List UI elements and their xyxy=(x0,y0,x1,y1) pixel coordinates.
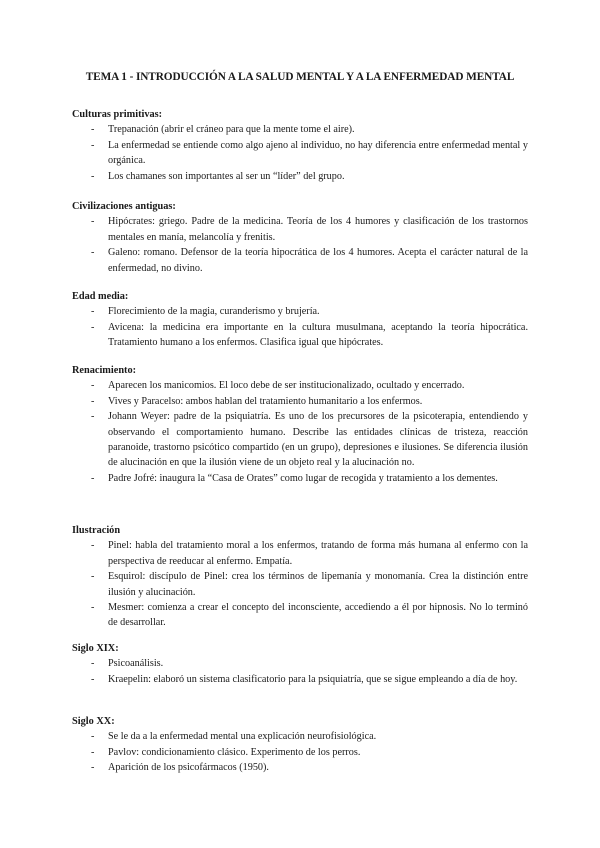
list-item: - Pinel: habla del tratamiento moral a los enfermos, tratando de forma más humana al enfermo con la perspectiva de reeducar al enfermo. Empatía. xyxy=(91,540,528,567)
bullet-list xyxy=(72,304,528,350)
list-item: - Mesmer: comienza a crear el concepto del inconsciente, accediendo a él por hipnosis. No lo terminó de desarrollar. xyxy=(91,602,528,629)
bullet-list xyxy=(72,538,528,630)
list-item: - La enfermedad se entiende como algo ajeno al individuo, no hay diferencia entre enfermedad mental y orgánica. xyxy=(91,139,528,167)
bullet-list xyxy=(72,656,528,687)
list-item: - Psicoanálisis. xyxy=(91,658,164,670)
bullet-list xyxy=(72,729,528,775)
section-renacimiento xyxy=(72,363,528,486)
section-ilustracion xyxy=(72,523,528,631)
document-title: TEMA 1 - INTRODUCCIÓN A LA SALUD MENTAL Y A LA ENFERMEDAD MENTAL xyxy=(85,71,515,83)
section-heading: Siglo XX: xyxy=(72,716,115,727)
section-heading: Civilizaciones antiguas: xyxy=(72,201,176,212)
list-item: - Avicena: la medicina era importante en la cultura musulmana, aceptando la teoría hipocrática. Tratamiento humano a los enfermos. Clasifica igual que hipócrates. xyxy=(91,321,528,349)
list-item: - Trepanación (abrir el cráneo para que la mente tome el aire). xyxy=(91,124,355,136)
section-edad-media xyxy=(72,289,528,351)
list-item: - Se le da a la enfermedad mental una explicación neurofisiológica. xyxy=(91,731,377,743)
section-heading: Culturas primitivas: xyxy=(72,109,163,120)
list-item: - Galeno: romano. Defensor de la teoría hipocrática de los 4 humores. Acepta el carácter natural de la enfermedad, no divino. xyxy=(91,247,528,274)
section-heading: Ilustración xyxy=(72,525,121,536)
section-heading: Edad media: xyxy=(72,291,129,302)
section-civilizaciones-antiguas xyxy=(72,199,528,276)
bullet-list xyxy=(72,214,528,276)
list-item: - Padre Jofré: inaugura la “Casa de Orates” como lugar de recogida y tratamiento a los dementes. xyxy=(91,472,498,484)
section-heading: Renacimiento: xyxy=(72,365,137,376)
section-siglo-xx xyxy=(72,714,528,776)
section-siglo-xix xyxy=(72,641,528,687)
list-item: - Kraepelin: elaboró un sistema clasificatorio para la psiquiatría, que se sigue empleando a día de hoy. xyxy=(91,673,518,685)
list-item: - Hipócrates: griego. Padre de la medicina. Teoría de los 4 humores y clasificación de los trastornos mentales en manía, melancolía y frenitis. xyxy=(91,216,528,243)
section-culturas-primitivas xyxy=(72,107,528,184)
list-item: - Florecimiento de la magia, curanderismo y brujería. xyxy=(91,306,320,318)
list-item: - Johann Weyer: padre de la psiquiatría. Es uno de los precursores de la psicoterapia, entendiendo y observando el comportamiento humano. Describe las entidades clínicas de tristeza, reacción paranoide, trastorno psicótico compartido (en un grupo), depresiones e ilusiones. Se diferencia ilusión de alucinación en que la ilusión viene de un objeto real y la alucinación no. xyxy=(91,411,528,469)
bullet-list xyxy=(72,122,528,184)
list-item: - Vives y Paracelso: ambos hablan del tratamiento humanitario a los enfermos. xyxy=(91,395,423,407)
list-item: - Aparecen los manicomios. El loco debe de ser institucionalizado, ocultado y encerrado. xyxy=(91,380,465,392)
section-heading: Siglo XIX: xyxy=(72,643,119,654)
list-item: - Aparición de los psicofármacos (1950). xyxy=(91,762,269,774)
list-item: - Pavlov: condicionamiento clásico. Experimento de los perros. xyxy=(91,746,361,758)
list-item: - Los chamanes son importantes al ser un “líder” del grupo. xyxy=(91,170,345,182)
list-item: - Esquirol: discípulo de Pinel: crea los términos de lipemanía y monomanía. Crea la distinción entre ilusión y alucinación. xyxy=(91,571,528,598)
bullet-list xyxy=(72,378,528,486)
